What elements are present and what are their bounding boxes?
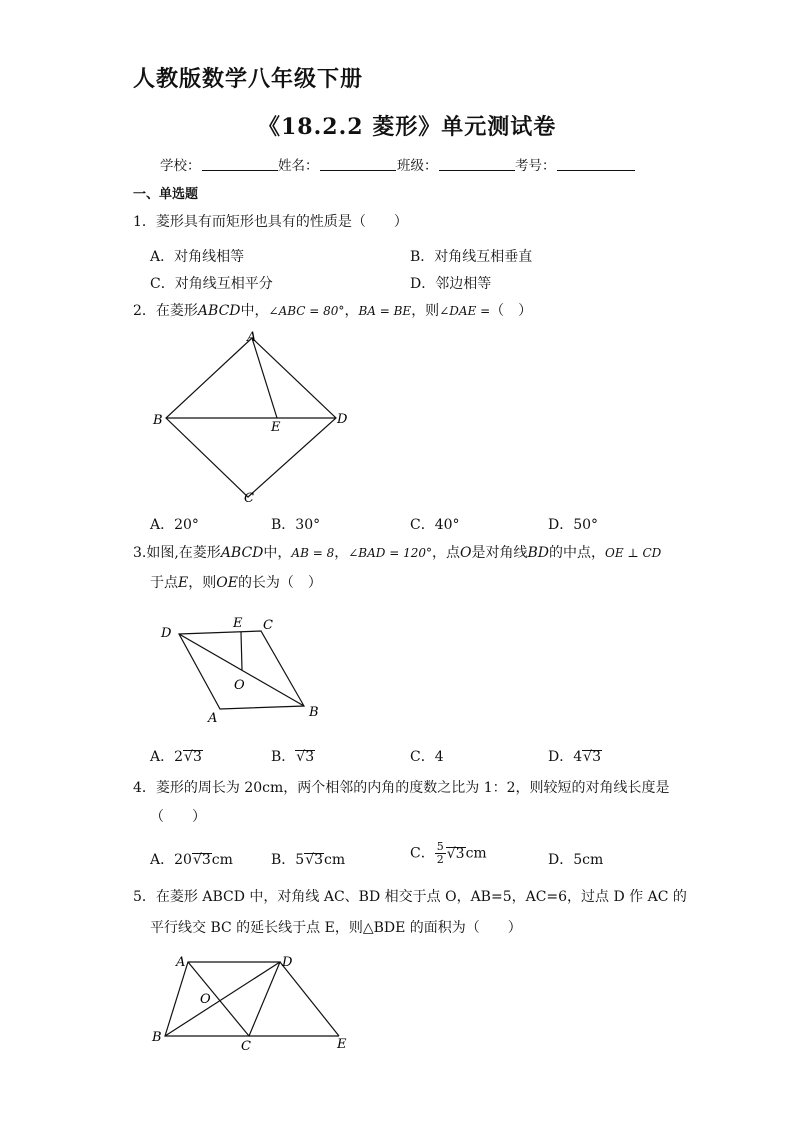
q3-label-c: C	[263, 618, 273, 633]
q3-stem-line-1: 3.如图,在菱形ABCD中，AB = 8，∠BAD = 120°，点O是对角线BD的中点，OE ⊥ CD	[133, 545, 662, 561]
q2-figure	[140, 325, 360, 510]
number-blank[interactable]	[557, 170, 635, 171]
name-label: 姓名：	[278, 158, 319, 174]
q3-stem-line-2: 于点E，则OE的长为（ ）	[150, 575, 322, 591]
q2-label-a: A	[247, 330, 257, 345]
q4-option-d[interactable]: D．5cm	[548, 852, 604, 868]
class-blank[interactable]	[439, 170, 515, 171]
q2-label-d: D	[337, 412, 348, 427]
q3-label-o: O	[234, 678, 245, 693]
q5-label-a: A	[176, 955, 186, 970]
q5-stem-line-1: 5．在菱形 ABCD 中，对角线 AC、BD 相交于点 O，AB=5，AC=6，过点 D 作 AC 的	[133, 889, 687, 905]
q5-label-o: O	[200, 992, 211, 1007]
q3-option-d[interactable]: D．4√3	[548, 749, 601, 765]
q1-option-c[interactable]: C．对角线互相平分	[150, 276, 273, 292]
q1-option-b[interactable]: B．对角线互相垂直	[410, 249, 533, 265]
number-label: 考号：	[515, 158, 556, 174]
q5-label-c: C	[241, 1039, 251, 1054]
q1-stem: 1．菱形具有而矩形也具有的性质是（ ）	[133, 214, 408, 230]
q2-option-d[interactable]: D．50°	[548, 517, 599, 533]
q3-figure	[150, 612, 340, 727]
q5-segment-de	[280, 962, 339, 1036]
q5-label-e: E	[337, 1037, 347, 1052]
q4-option-a[interactable]: A．20√3cm	[150, 852, 233, 868]
school-blank[interactable]	[202, 170, 278, 171]
q4-paren: （ ）	[150, 809, 206, 825]
q4-option-c[interactable]: C． $\frac{5}{2}$ √3cm	[410, 840, 487, 866]
q4-stem: 4．菱形的周长为 20cm，两个相邻的内角的度数之比为 1：2，则较短的对角线长度是	[133, 780, 670, 796]
q2-option-c[interactable]: C．40°	[410, 517, 460, 533]
q2-label-b: B	[153, 413, 163, 428]
q2-label-c: C	[244, 491, 254, 506]
section-heading: 一、单选题	[133, 187, 199, 202]
title-line-2: 《18.2.2 菱形》单元测试卷	[258, 114, 557, 140]
q3-option-a[interactable]: A．2√3	[150, 749, 202, 765]
q3-segment-oe	[241, 632, 242, 670]
q5-stem-line-2: 平行线交 BC 的延长线于点 E，则△BDE 的面积为（ ）	[150, 920, 522, 936]
q3-label-a: A	[208, 711, 218, 726]
class-label: 班级：	[397, 158, 438, 174]
q2-option-a[interactable]: A．20°	[150, 517, 199, 533]
q2-stem: 2．在菱形ABCD中，∠ABC = 80°，BA = BE，则∠DAE =（ ）	[133, 303, 533, 319]
school-label: 学校：	[160, 158, 201, 174]
title-line-1: 人教版数学八年级下册	[133, 66, 364, 92]
q5-diagonal-ac	[188, 962, 249, 1036]
q3-option-c[interactable]: C．4	[410, 749, 444, 765]
name-blank[interactable]	[320, 170, 396, 171]
q4-option-b[interactable]: B．5√3cm	[271, 852, 346, 868]
q3-label-d: D	[161, 626, 172, 641]
q5-label-b: B	[152, 1030, 162, 1045]
q5-diagonal-bd	[165, 962, 280, 1036]
q2-option-b[interactable]: B．30°	[271, 517, 321, 533]
q3-label-e: E	[233, 616, 243, 631]
q1-option-d[interactable]: D．邻边相等	[410, 276, 492, 292]
q3-option-b[interactable]: B．√3	[271, 749, 315, 765]
q5-figure	[148, 950, 363, 1055]
q3-label-b: B	[309, 705, 319, 720]
q5-label-d: D	[282, 955, 293, 970]
q2-label-e: E	[271, 420, 281, 435]
q1-option-a[interactable]: A．对角线相等	[150, 249, 245, 265]
